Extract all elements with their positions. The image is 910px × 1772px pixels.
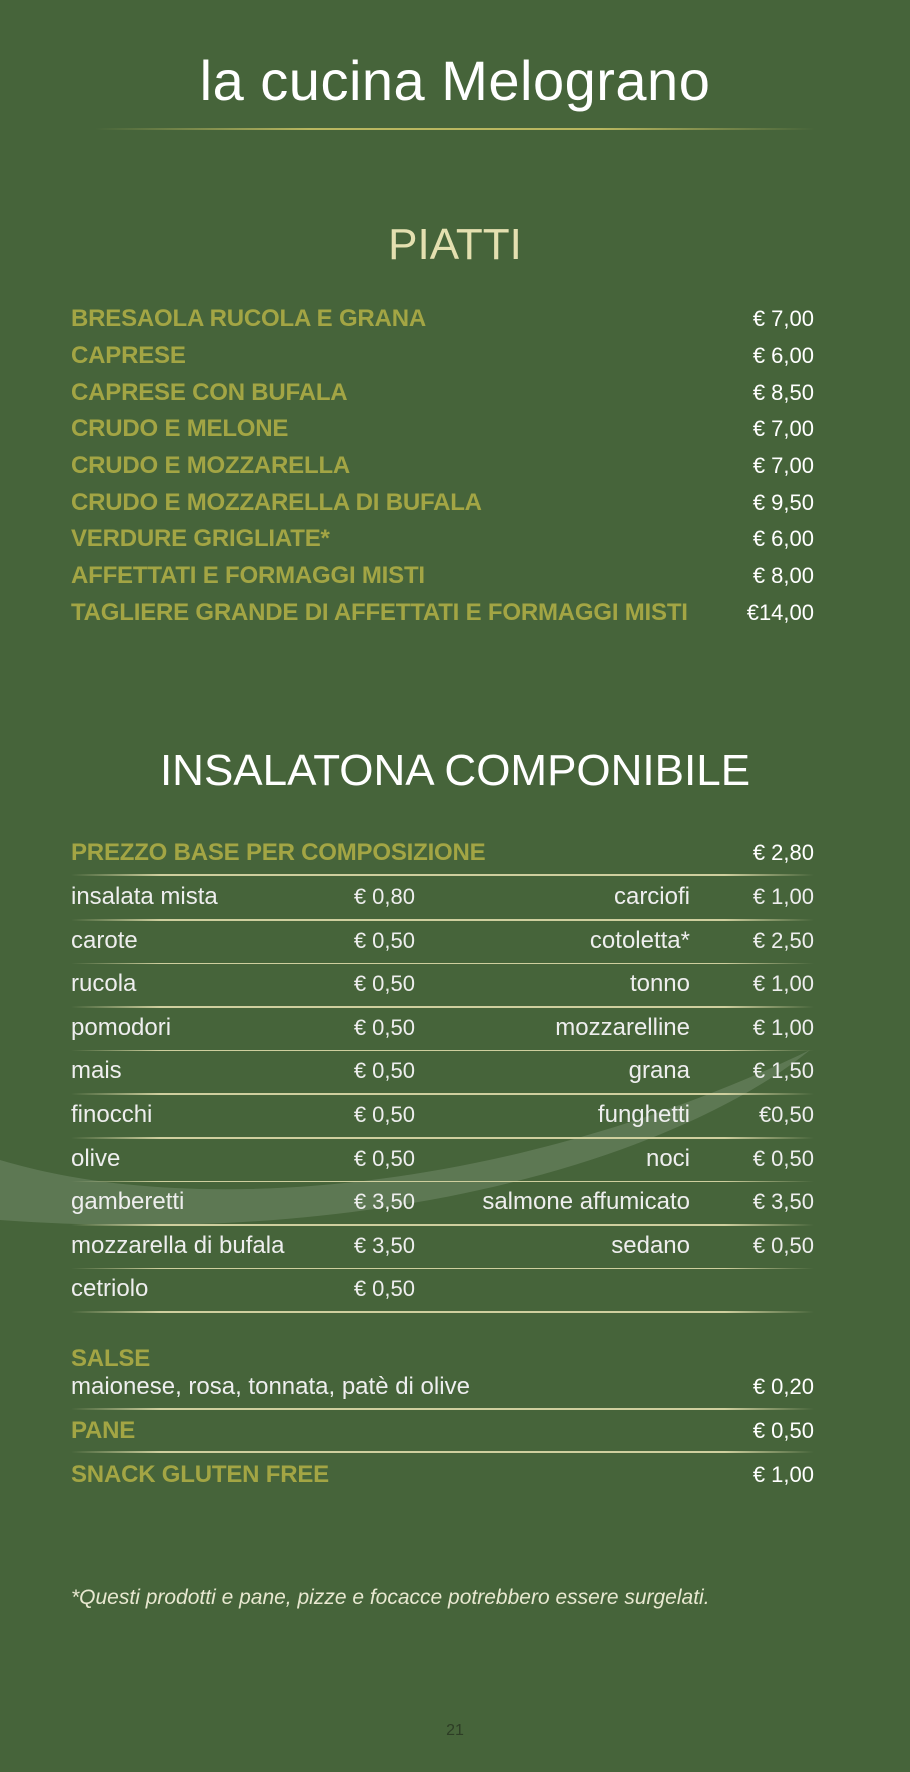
list-item: [71, 378, 814, 408]
base-price-value: € 2,80: [752, 840, 814, 865]
ingredient-price: € 0,50: [353, 1058, 415, 1084]
dish-name: BRESAOLA RUCOLA E GRANA: [71, 305, 426, 332]
ingredient-name: carciofi: [613, 883, 690, 910]
ingredient-price: € 0,80: [353, 884, 415, 909]
dish-name: CAPRESE: [71, 342, 186, 369]
divider: [71, 919, 814, 921]
ingredient-name: grana: [628, 1057, 690, 1085]
dish-price: € 7,00: [752, 306, 814, 331]
ingredient-price: € 1,50: [752, 1058, 814, 1084]
title-divider: [95, 128, 815, 130]
ingredient-name: cetriolo: [71, 1275, 149, 1303]
ingredient-name: mozzarelline: [555, 1013, 690, 1041]
salse-row: [71, 1372, 814, 1402]
ingredient-name: cotoletta*: [589, 926, 690, 954]
dish-price: € 6,00: [752, 526, 814, 551]
dish-price: € 9,50: [752, 490, 814, 515]
ingredient-price: € 0,50: [353, 927, 415, 953]
dish-name: TAGLIERE GRANDE DI AFFETTATI E FORMAGGI MISTI: [71, 599, 688, 626]
ingredient-price: € 1,00: [752, 1014, 814, 1040]
base-price-row: [71, 838, 814, 868]
salse-heading-row: [71, 1344, 814, 1374]
divider: [71, 1050, 814, 1052]
page-title: la cucina Melograno: [199, 49, 711, 112]
ingredient-price: € 2,50: [752, 927, 814, 953]
dish-name: CRUDO E MELONE: [71, 415, 289, 442]
divider: [71, 1408, 814, 1410]
ingredient-name: mais: [71, 1057, 122, 1085]
list-item: [71, 414, 814, 444]
ingredient-price: € 0,50: [353, 1145, 415, 1171]
list-item: [71, 524, 814, 554]
dish-price: € 7,00: [752, 453, 814, 478]
ingredient-name: tonno: [629, 970, 690, 998]
list-item: [71, 488, 814, 518]
dish-price: € 8,50: [752, 380, 814, 405]
divider: [71, 1137, 814, 1139]
divider: [71, 1093, 814, 1095]
salse-description: maionese, rosa, tonnata, patè di olive: [71, 1373, 470, 1400]
dish-price: € 8,00: [752, 563, 814, 588]
base-price-label: PREZZO BASE PER COMPOSIZIONE: [71, 839, 486, 866]
ingredient-price: € 0,50: [353, 1276, 415, 1302]
ingredient-name: gamberetti: [71, 1188, 185, 1216]
ingredient-name: sedano: [611, 1231, 690, 1259]
dish-price: €14,00: [746, 600, 814, 625]
list-item: [71, 341, 814, 371]
list-item: [71, 304, 814, 334]
divider: [71, 1006, 814, 1008]
dish-name: VERDURE GRIGLIATE*: [71, 525, 330, 552]
divider: [71, 1268, 814, 1270]
footnote: *Questi prodotti e pane, pizze e focacce potrebbero essere surgelati.: [71, 1586, 710, 1609]
ingredient-price: € 1,00: [752, 884, 814, 909]
ingredient-name: olive: [71, 1144, 121, 1172]
ingredient-price: € 3,50: [752, 1189, 814, 1215]
section-title-insalatona: INSALATONA COMPONIBILE: [159, 746, 751, 795]
pane-row: [71, 1416, 814, 1446]
dish-price: € 7,00: [752, 416, 814, 441]
pane-label: PANE: [71, 1417, 136, 1444]
ingredient-name: salmone affumicato: [482, 1188, 690, 1216]
list-item: [71, 451, 814, 481]
divider: [71, 1224, 814, 1226]
list-item: [71, 598, 814, 628]
gluten-free-label: SNACK GLUTEN FREE: [71, 1461, 329, 1488]
divider: [71, 1311, 814, 1313]
ingredient-price: €0,50: [758, 1102, 814, 1127]
salse-price: € 0,20: [752, 1374, 814, 1399]
pane-price: € 0,50: [752, 1418, 814, 1443]
dish-name: AFFETTATI E FORMAGGI MISTI: [71, 562, 425, 589]
gluten-free-row: [71, 1460, 814, 1490]
ingredient-name: funghetti: [597, 1101, 690, 1128]
dish-name: CRUDO E MOZZARELLA: [71, 452, 351, 479]
divider: [71, 874, 814, 876]
ingredient-name: insalata mista: [71, 883, 218, 910]
ingredient-name: mozzarella di bufala: [71, 1231, 285, 1259]
dish-price: € 6,00: [752, 343, 814, 368]
ingredient-price: € 3,50: [353, 1232, 415, 1258]
section-title-piatti: PIATTI: [388, 220, 522, 269]
ingredient-name: finocchi: [71, 1101, 153, 1128]
list-item: [71, 561, 814, 591]
ingredient-name: rucola: [71, 970, 137, 998]
gluten-free-price: € 1,00: [752, 1462, 814, 1487]
page-number: 21: [446, 1722, 464, 1739]
ingredient-price: € 1,00: [752, 971, 814, 997]
ingredient-price: € 0,50: [353, 1014, 415, 1040]
ingredient-price: € 0,50: [353, 971, 415, 997]
divider: [71, 1451, 814, 1453]
ingredient-price: € 0,50: [353, 1102, 415, 1127]
dish-name: CRUDO E MOZZARELLA DI BUFALA: [71, 489, 482, 516]
ingredient-name: noci: [645, 1144, 690, 1172]
ingredient-price: € 0,50: [752, 1145, 814, 1171]
ingredient-name: pomodori: [71, 1013, 172, 1041]
salse-label: SALSE: [71, 1345, 151, 1372]
dish-name: CAPRESE CON BUFALA: [71, 379, 348, 406]
divider: [71, 963, 814, 965]
ingredient-price: € 0,50: [752, 1232, 814, 1258]
divider: [71, 1181, 814, 1183]
ingredient-name: carote: [71, 926, 138, 954]
ingredient-price: € 3,50: [353, 1189, 415, 1215]
